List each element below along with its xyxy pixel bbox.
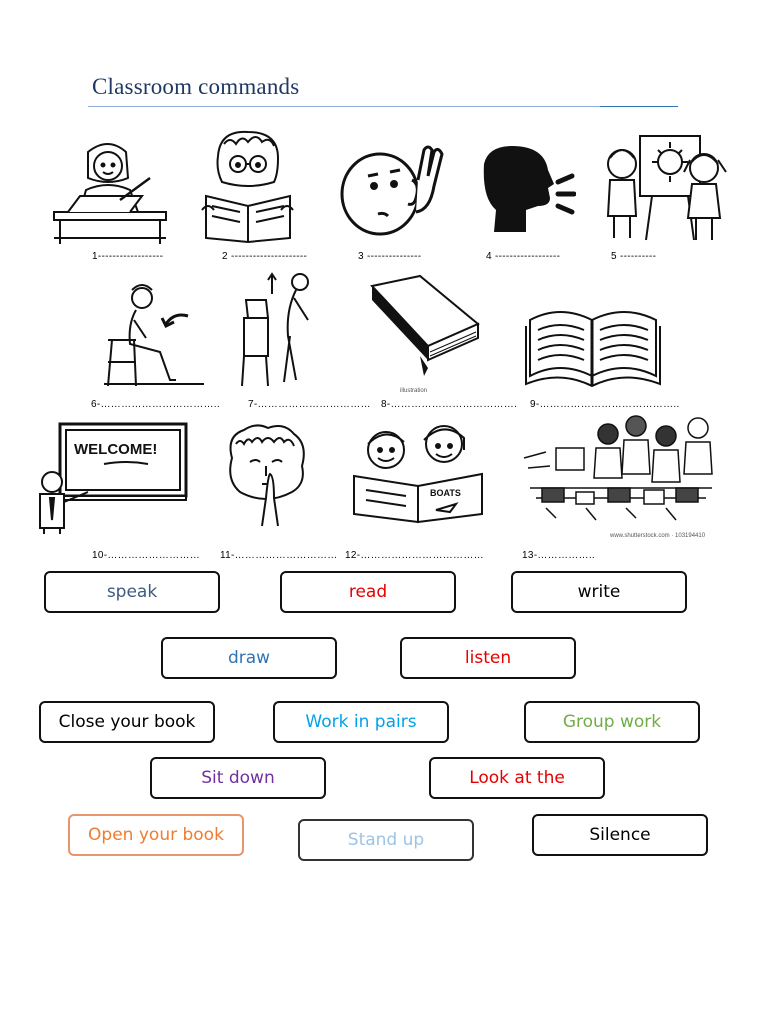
picture-teacher-at-board bbox=[30, 420, 190, 535]
word-box-group-work[interactable]: Group work bbox=[524, 701, 700, 743]
picture-speaking-silhouette bbox=[478, 144, 576, 236]
word-box-work-in-pairs[interactable]: Work in pairs bbox=[273, 701, 449, 743]
picture-man-standing-up bbox=[238, 270, 323, 390]
word-box-silence[interactable]: Silence bbox=[532, 814, 708, 856]
board-text: WELCOME! bbox=[74, 441, 158, 458]
blank-6[interactable]: 6-…………………………….. bbox=[91, 399, 220, 410]
picture-13-credit: www.shutterstock.com · 103194410 bbox=[610, 533, 706, 539]
title-underline bbox=[88, 106, 678, 107]
picture-listening-face bbox=[338, 140, 446, 238]
blank-5[interactable]: 5 ---------- bbox=[611, 251, 657, 262]
blank-1[interactable]: 1------------------ bbox=[92, 251, 164, 262]
word-box-open-your-book[interactable]: Open your book bbox=[68, 814, 244, 856]
picture-open-book bbox=[522, 290, 664, 390]
picture-kids-reading-together bbox=[346, 420, 491, 525]
blank-9[interactable]: 9-………………………………….. bbox=[530, 399, 680, 410]
book-cover-text: BOATS bbox=[430, 488, 461, 498]
blank-7[interactable]: 7-…………………………… bbox=[248, 399, 371, 410]
picture-man-sitting-down bbox=[100, 280, 208, 390]
word-box-listen[interactable]: listen bbox=[400, 637, 576, 679]
word-box-look-at-the[interactable]: Look at the bbox=[429, 757, 605, 799]
blank-12[interactable]: 12-……………………………… bbox=[345, 550, 484, 561]
worksheet-title: Classroom commands bbox=[92, 74, 300, 99]
picture-boy-shushing bbox=[222, 422, 310, 528]
blank-4[interactable]: 4 ------------------ bbox=[486, 251, 561, 262]
picture-children-drawing bbox=[600, 126, 730, 244]
picture-girl-writing bbox=[50, 138, 170, 246]
word-box-close-your-book[interactable]: Close your book bbox=[39, 701, 215, 743]
blank-2[interactable]: 2 --------------------- bbox=[222, 251, 308, 262]
word-box-read[interactable]: read bbox=[280, 571, 456, 613]
blank-8[interactable]: 8-………………………………. bbox=[381, 399, 518, 410]
blank-10[interactable]: 10-……………………… bbox=[92, 550, 201, 561]
title-underline-accent bbox=[600, 106, 678, 107]
picture-boy-reading bbox=[200, 126, 295, 244]
blank-11[interactable]: 11-………………………… bbox=[220, 550, 338, 561]
picture-8-credit: illustration bbox=[400, 388, 428, 394]
blank-13[interactable]: 13-…………….. bbox=[522, 550, 596, 561]
word-box-speak[interactable]: speak bbox=[44, 571, 220, 613]
blank-3[interactable]: 3 --------------- bbox=[358, 251, 422, 262]
picture-closed-book bbox=[368, 272, 483, 377]
word-box-stand-up[interactable]: Stand up bbox=[298, 819, 474, 861]
word-box-write[interactable]: write bbox=[511, 571, 687, 613]
word-box-draw[interactable]: draw bbox=[161, 637, 337, 679]
word-box-sit-down[interactable]: Sit down bbox=[150, 757, 326, 799]
picture-group-work-collage bbox=[516, 408, 726, 530]
